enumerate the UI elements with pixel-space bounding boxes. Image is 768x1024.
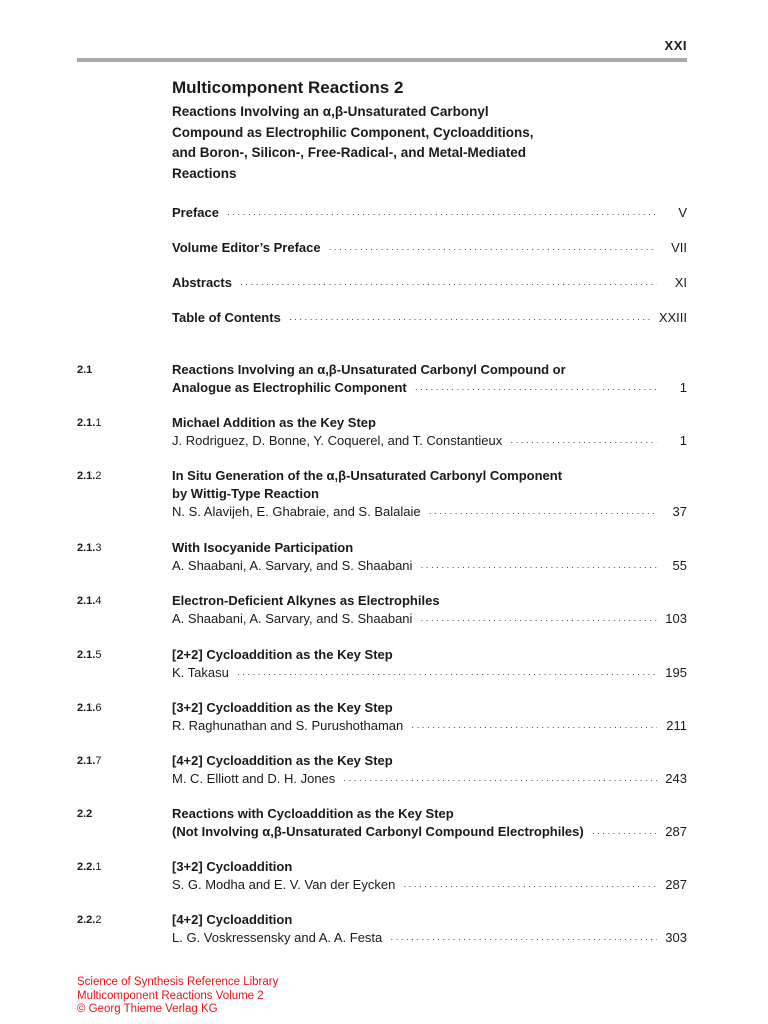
toc-line[interactable] — [172, 664, 687, 682]
entry-text: Preface — [172, 205, 219, 220]
dot-leader — [420, 558, 657, 576]
page-ref: XI — [674, 275, 687, 290]
toc-line[interactable] — [172, 876, 687, 894]
entry-body — [172, 911, 687, 947]
page-ref: XXIII — [658, 310, 687, 325]
entry-text: [3+2] Cycloaddition — [172, 859, 293, 874]
subtitle-line: Reactions Involving an α,β-Unsaturated Carbonyl — [172, 104, 489, 119]
page-ref: VII — [671, 240, 687, 255]
entry-text: (Not Involving α,β-Unsaturated Carbonyl Compound Electrophiles) — [172, 824, 584, 839]
toc-line — [172, 361, 687, 379]
section-number-major: 2.1 — [77, 364, 93, 376]
section-number — [77, 752, 101, 770]
section-number-major: 2.2 — [77, 808, 93, 820]
toc-line — [172, 699, 687, 717]
entry-body — [172, 204, 687, 222]
section-number — [77, 592, 101, 610]
section-number — [77, 805, 92, 823]
entry-text: Michael Addition as the Key Step — [172, 415, 376, 430]
section-number-major: 2.1. — [77, 470, 96, 482]
entry-text: R. Raghunathan and S. Purushothaman — [172, 718, 404, 733]
toc-line[interactable] — [172, 717, 687, 735]
entry-text: [2+2] Cycloaddition as the Key Step — [172, 647, 393, 662]
section-number — [77, 539, 101, 557]
section-number-minor: 4 — [95, 595, 102, 607]
dot-leader — [240, 275, 657, 293]
page-ref: 303 — [665, 930, 687, 945]
toc-line[interactable] — [172, 823, 687, 841]
entry-body — [172, 805, 687, 841]
header-rule — [77, 58, 687, 62]
section-number-major: 2.1. — [77, 417, 96, 429]
dot-leader — [415, 380, 657, 398]
dot-leader — [237, 665, 657, 683]
section-number-major: 2.1. — [77, 702, 96, 714]
toc-line[interactable] — [172, 379, 687, 397]
entry-text: Volume Editor’s Preface — [172, 240, 321, 255]
toc-line[interactable] — [172, 929, 687, 947]
entry-text: [4+2] Cycloaddition — [172, 912, 293, 927]
toc-line — [172, 539, 687, 557]
toc-line — [172, 858, 687, 876]
dot-leader — [343, 771, 657, 789]
entry-text: J. Rodriguez, D. Bonne, Y. Coquerel, and T. Constantieux — [172, 433, 503, 448]
section-number — [77, 361, 92, 379]
entry-text: [3+2] Cycloaddition as the Key Step — [172, 700, 393, 715]
entry-text: Reactions with Cycloaddition as the Key Step — [172, 806, 454, 821]
dot-leader — [289, 310, 651, 328]
section-number — [77, 858, 101, 876]
entry-text: In Situ Generation of the α,β-Unsaturated Carbonyl Component — [172, 468, 563, 483]
section-number-minor: 2 — [95, 470, 102, 482]
entry-body — [172, 752, 687, 788]
entry-body — [172, 414, 687, 450]
entry-body — [172, 274, 687, 292]
entry-body — [172, 239, 687, 257]
entry-text: Abstracts — [172, 275, 232, 290]
section-number-minor: 2 — [95, 914, 102, 926]
entry-text: A. Shaabani, A. Sarvary, and S. Shaabani — [172, 611, 413, 626]
entry-text: [4+2] Cycloaddition as the Key Step — [172, 753, 393, 768]
page-ref: 243 — [665, 771, 687, 786]
toc-line[interactable] — [172, 309, 687, 327]
entry-body — [172, 646, 687, 682]
page-ref: 211 — [666, 718, 687, 733]
toc-line — [172, 752, 687, 770]
entry-text: K. Takasu — [172, 665, 229, 680]
dot-leader — [592, 824, 657, 842]
section-number — [77, 414, 101, 432]
section-number — [77, 699, 101, 717]
section-number-minor: 1 — [95, 861, 102, 873]
dot-leader — [329, 240, 657, 258]
section-number-major: 2.1. — [77, 649, 96, 661]
entry-body — [172, 467, 687, 521]
toc-line — [172, 467, 687, 485]
entry-text: by Wittig-Type Reaction — [172, 486, 319, 501]
toc-line[interactable] — [172, 770, 687, 788]
dot-leader — [429, 504, 657, 522]
toc-line[interactable] — [172, 503, 687, 521]
toc-line[interactable] — [172, 432, 687, 450]
dot-leader — [403, 877, 657, 895]
section-number-major: 2.1. — [77, 542, 96, 554]
toc-line[interactable] — [172, 557, 687, 575]
entry-text: With Isocyanide Participation — [172, 540, 354, 555]
toc-line — [172, 485, 687, 503]
entry-body — [172, 858, 687, 894]
subtitle-line: and Boron-, Silicon-, Free-Radical-, and Metal-Mediated — [172, 145, 527, 160]
footer — [77, 976, 278, 1017]
section-number-minor: 7 — [95, 755, 102, 767]
section-number-major: 2.2. — [77, 861, 96, 873]
subtitle-line: Reactions — [172, 165, 237, 181]
toc-line[interactable] — [172, 239, 687, 257]
page-ref: 287 — [665, 824, 687, 839]
page-ref: 1 — [679, 380, 687, 395]
dot-leader — [390, 930, 657, 948]
section-number-major: 2.1. — [77, 755, 96, 767]
entry-text: S. G. Modha and E. V. Van der Eycken — [172, 877, 396, 892]
entry-body — [172, 539, 687, 575]
section-number-minor: 3 — [95, 542, 102, 554]
toc-line — [172, 805, 687, 823]
toc-line[interactable] — [172, 274, 687, 292]
dot-leader — [411, 718, 657, 736]
dot-leader — [510, 433, 657, 451]
entry-text: L. G. Voskressensky and A. A. Festa — [172, 930, 383, 945]
page-ref: 37 — [672, 504, 687, 519]
page-ref: V — [678, 205, 687, 220]
toc-line — [172, 592, 687, 610]
toc-line — [172, 414, 687, 432]
section-number — [77, 911, 101, 929]
section-number — [77, 467, 101, 485]
section-number-minor: 6 — [95, 702, 102, 714]
entry-text: Reactions Involving an α,β-Unsaturated Carbonyl Compound or — [172, 362, 566, 377]
entry-body — [172, 309, 687, 327]
book-subtitle — [172, 102, 632, 184]
entry-text: N. S. Alavijeh, E. Ghabraie, and S. Balalaie — [172, 504, 421, 519]
section-number-minor: 5 — [95, 649, 102, 661]
subtitle-line: Compound as Electrophilic Component, Cycloadditions, — [172, 124, 534, 140]
page-ref: 287 — [665, 877, 687, 892]
section-number-major: 2.2. — [77, 914, 96, 926]
section-number — [77, 646, 101, 664]
entry-body — [172, 699, 687, 735]
section-number-minor: 1 — [95, 417, 102, 429]
book-title: Multicomponent Reactions 2 — [172, 78, 404, 97]
entry-text: Analogue as Electrophilic Component — [172, 380, 407, 395]
footer-line: © Georg Thieme Verlag KG — [77, 1003, 218, 1015]
toc-line[interactable] — [172, 610, 687, 628]
page-ref: 103 — [665, 611, 687, 626]
entry-text: M. C. Elliott and D. H. Jones — [172, 771, 336, 786]
page-ref: 195 — [665, 665, 687, 680]
page-ref: 1 — [679, 433, 687, 448]
footer-line: Multicomponent Reactions Volume 2 — [77, 989, 264, 1002]
dot-leader — [227, 205, 657, 223]
entry-body — [172, 592, 687, 628]
toc-line — [172, 646, 687, 664]
entry-body — [172, 361, 687, 397]
page-ref: 55 — [672, 558, 687, 573]
toc-line — [172, 911, 687, 929]
entry-text: Electron-Deficient Alkynes as Electrophiles — [172, 593, 440, 608]
entry-text: Table of Contents — [172, 310, 281, 325]
entry-text: A. Shaabani, A. Sarvary, and S. Shaabani — [172, 558, 413, 573]
dot-leader — [420, 611, 657, 629]
page-number: XXI — [664, 38, 687, 53]
footer-line: Science of Synthesis Reference Library — [77, 976, 279, 988]
section-number-major: 2.1. — [77, 595, 96, 607]
toc-line[interactable] — [172, 204, 687, 222]
